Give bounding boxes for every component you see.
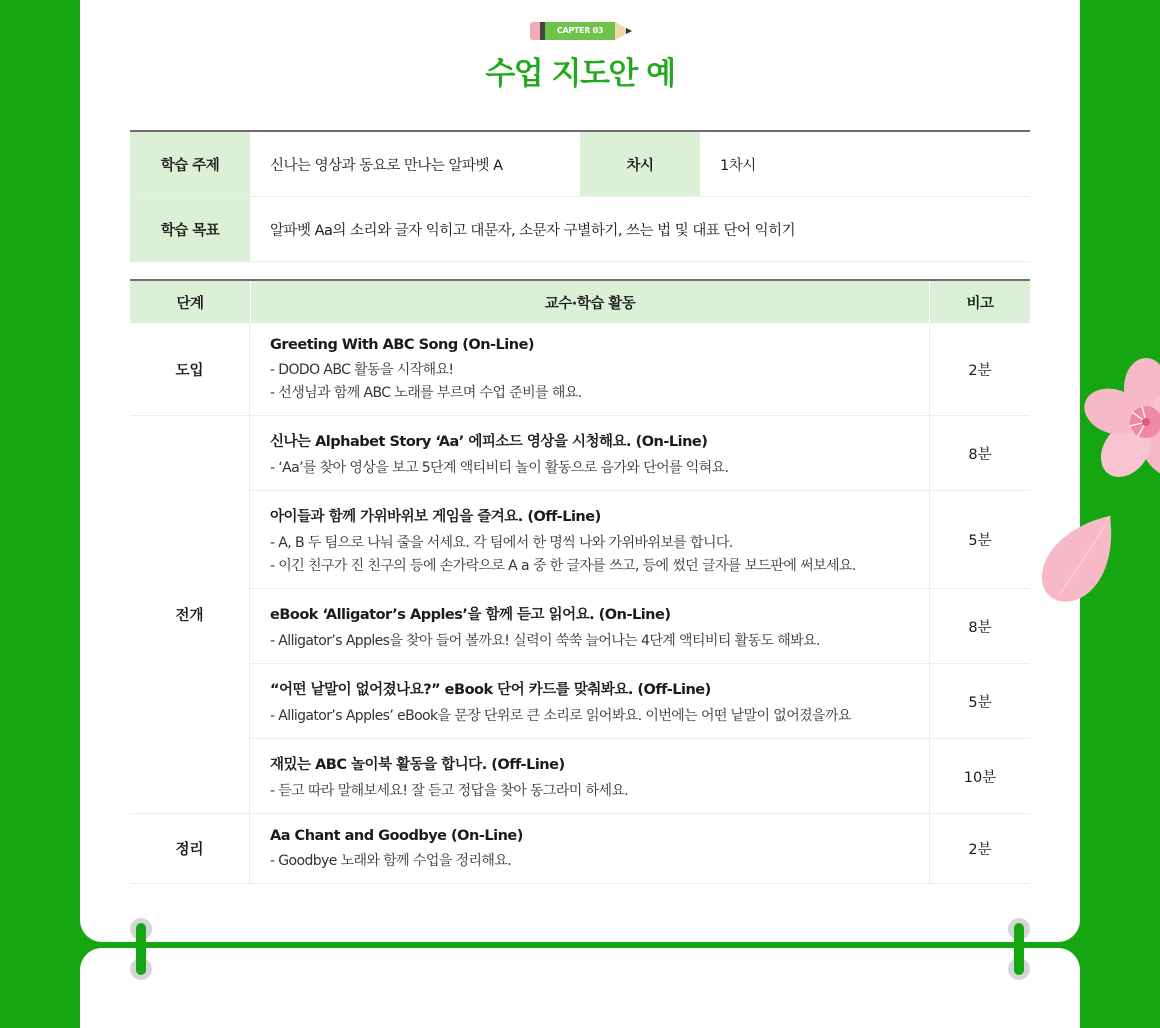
activity-row: [250, 664, 1030, 739]
activity-row: [250, 739, 1030, 813]
table-header: [130, 281, 1030, 323]
col-stage-header: 단계: [176, 295, 204, 312]
pencil-icon: [530, 22, 632, 40]
session-label: 차시: [580, 132, 700, 196]
activity-row: [250, 589, 1030, 664]
activity-line: - 이긴 친구가 진 친구의 등에 손가락으로 A a 중 한 글자를 쓰고, 등에 썼던 글자를 보드판에 써보세요.: [270, 558, 856, 574]
activity-line: - Goodbye 노래와 함께 수업을 정리해요.: [270, 853, 512, 869]
stage-label: 도입: [130, 323, 250, 415]
col-activity-header: 교수·학습 활동: [250, 281, 930, 323]
activity-row: [250, 814, 1030, 883]
activity-line: - Alligator’s Apples을 찾아 들어 볼까요! 실력이 쑥쑥 늘어나는 4단계 액티비티 활동도 해봐요.: [270, 633, 820, 649]
stage-label: 전개: [130, 416, 250, 813]
activity-line: - 선생님과 함께 ABC 노래를 부르며 수업 준비를 해요.: [270, 385, 582, 401]
activity-title: 재밌는 ABC 놀이북 활동을 합니다. (Off-Line): [270, 757, 565, 773]
topic-value: 신나는 영상과 동요로 만나는 알파벳 A: [270, 157, 503, 174]
activity-title: 신나는 Alphabet Story ‘Aa’ 에피소드 영상을 시청해요. (On-Line): [270, 434, 708, 450]
binder-ring-icon: [130, 918, 152, 980]
stage-row: [130, 416, 1030, 814]
info-row-goal: [130, 197, 1030, 262]
activity-title: 아이들과 함께 가위바위보 게임을 즐겨요. (Off-Line): [270, 509, 601, 525]
goal-value: 알파벳 Aa의 소리와 글자 익히고 대문자, 소문자 구별하기, 쓰는 법 및 대표 단어 익히기: [270, 222, 796, 239]
activity-time: 2분: [968, 842, 992, 858]
petal-icon: [1040, 514, 1116, 606]
stage-row: [130, 814, 1030, 884]
session-value: 1차시: [720, 157, 756, 174]
lesson-table: [130, 279, 1030, 884]
next-card: [80, 948, 1080, 1028]
stage-row: [130, 323, 1030, 416]
stage-label: 정리: [130, 814, 250, 883]
activity-line: - Alligator’s Apples’ eBook을 문장 단위로 큰 소리로 읽어봐요. 이번에는 어떤 낱말이 없어졌을까요: [270, 708, 851, 724]
info-table: [130, 130, 1030, 262]
activity-time: 8분: [968, 619, 992, 636]
chapter-badge: CAPTER 03: [545, 22, 615, 40]
activity-line: - DODO ABC 활동을 시작해요!: [270, 362, 454, 378]
activity-line: - A, B 두 팀으로 나눠 줄을 서세요. 각 팀에서 한 명씩 나와 가위바위보를 합니다.: [270, 535, 733, 551]
activity-row: [250, 491, 1030, 589]
page-title: 수업 지도안 예: [485, 56, 675, 92]
activity-time: 5분: [968, 533, 992, 549]
cherry-blossom-icon: [1084, 352, 1160, 492]
activity-row: [250, 323, 1030, 415]
activity-line: - ‘Aa’를 찾아 영상을 보고 5단계 액티비티 놀이 활동으로 음가와 단어를 익혀요.: [270, 460, 729, 476]
activity-title: Aa Chant and Goodbye (On-Line): [270, 828, 523, 844]
info-row-topic: [130, 132, 1030, 197]
activity-time: 10분: [963, 769, 997, 786]
activity-title: “어떤 낱말이 없어졌나요?” eBook 단어 카드를 맞춰봐요. (Off-Line): [270, 682, 711, 698]
goal-label: 학습 목표: [130, 197, 250, 261]
activity-line: - 듣고 따라 말해보세요! 잘 듣고 정답을 찾아 동그라미 하세요.: [270, 783, 629, 799]
activity-title: Greeting With ABC Song (On-Line): [270, 337, 535, 353]
activity-row: [250, 416, 1030, 491]
topic-label: 학습 주제: [130, 132, 250, 196]
activity-time: 8분: [968, 446, 992, 463]
col-note-header: 비고: [966, 295, 994, 312]
activity-time: 2분: [968, 362, 992, 379]
activity-time: 5분: [968, 694, 992, 711]
activity-title: eBook ‘Alligator’s Apples’을 함께 듣고 읽어요. (On-Line): [270, 607, 671, 623]
binder-ring-icon: [1008, 918, 1030, 980]
